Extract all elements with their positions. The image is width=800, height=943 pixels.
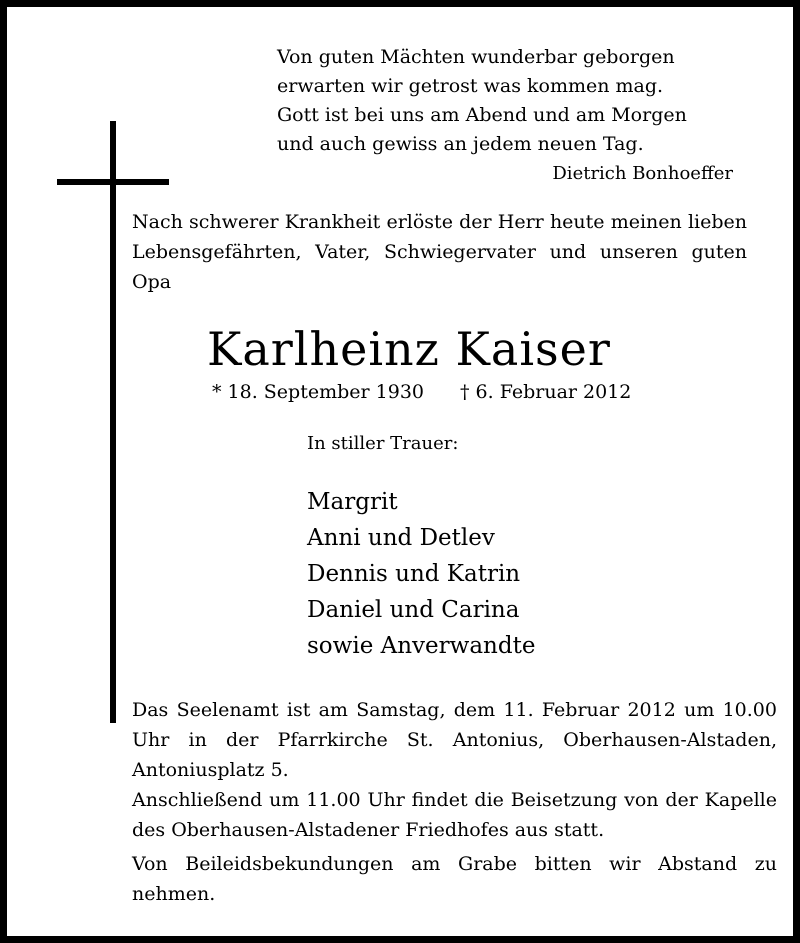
burial-text: Anschließend um 11.00 Uhr findet die Beisetzung von der Kapelle des Oberhausen-Alstadener Friedhofes aus statt. <box>132 789 777 841</box>
service-info <box>132 695 777 845</box>
poem-line: Gott ist bei uns am Abend und am Morgen <box>277 104 687 126</box>
family-member: Daniel und Carina <box>307 597 520 623</box>
cross-vertical-bar <box>110 121 116 723</box>
poem <box>277 43 747 188</box>
family-member: sowie Anverwandte <box>307 633 536 659</box>
family-list <box>307 484 535 664</box>
poem-line: und auch gewiss an jedem neuen Tag. <box>277 133 644 155</box>
life-dates <box>212 377 692 407</box>
birth-date: * 18. September 1930 <box>212 381 424 403</box>
requiem-text: Das Seelenamt ist am Samstag, dem 11. Februar 2012 um 10.00 Uhr in der Pfarrkirche St. Antonius, Oberhausen-Alstaden, Antoniusplatz 5. <box>132 699 777 781</box>
deceased-name: Karlheinz Kaiser <box>207 322 611 376</box>
poem-line: Von guten Mächten wunderbar geborgen <box>277 46 675 68</box>
family-member: Anni und Detlev <box>307 525 495 551</box>
intro-text: Nach schwerer Krankheit erlöste der Herr heute meinen lieben Lebensgefährten, Vater, Schwiegervater und unseren guten Opa <box>132 211 747 293</box>
mourning-label: In stiller Trauer: <box>307 433 459 454</box>
condolence-note: Von Beileidsbekundungen am Grabe bitten wir Abstand zu nehmen. <box>132 853 777 905</box>
death-date: † 6. Februar 2012 <box>460 381 632 403</box>
family-member: Dennis und Katrin <box>307 561 521 587</box>
family-member: Margrit <box>307 489 398 515</box>
cross-horizontal-bar <box>57 179 169 185</box>
poem-author: Dietrich Bonhoeffer <box>552 163 733 184</box>
poem-line: erwarten wir getrost was kommen mag. <box>277 75 664 97</box>
